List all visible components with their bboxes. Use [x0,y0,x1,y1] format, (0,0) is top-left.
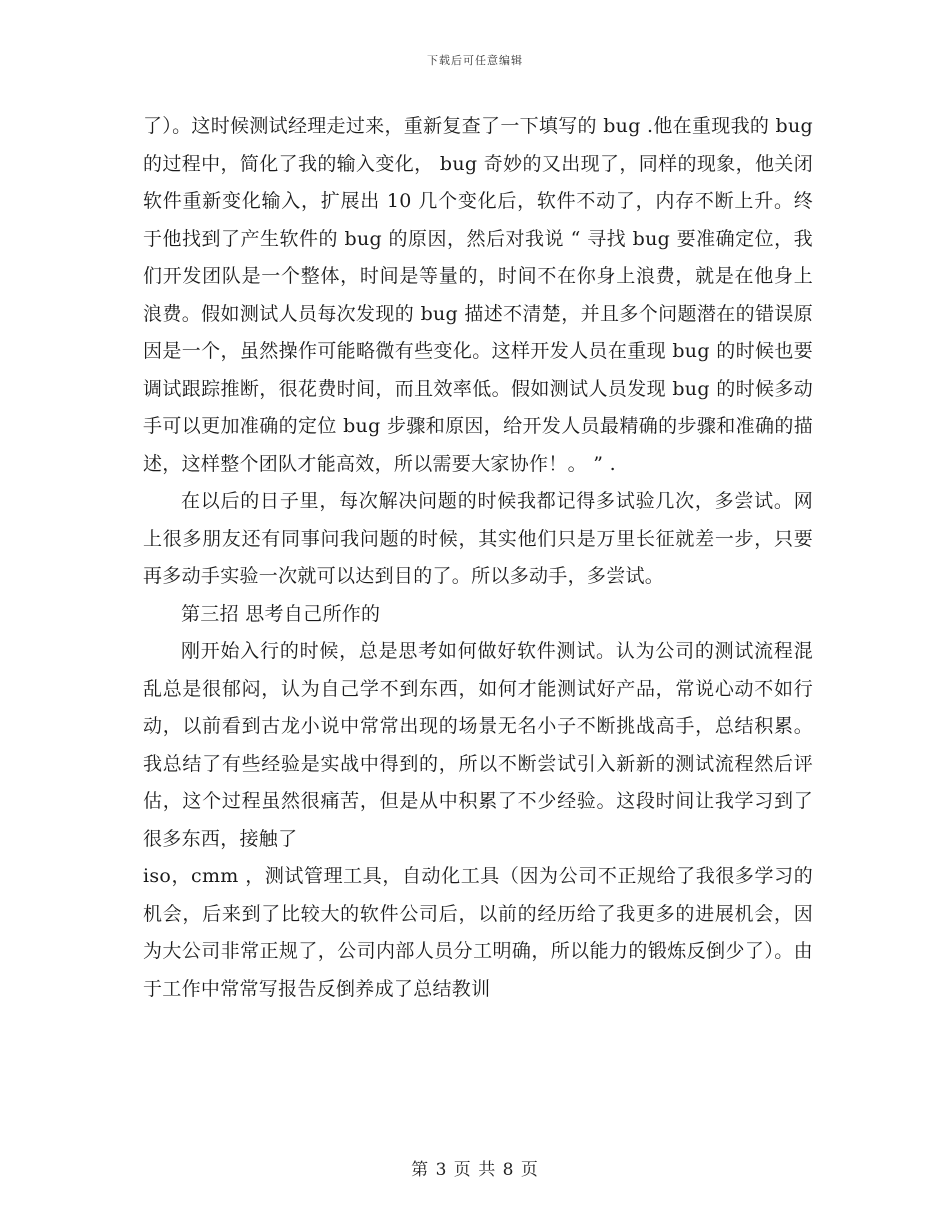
paragraph-try-more: 在以后的日子里，每次解决问题的时候我都记得多试验几次，多尝试。网上很多朋友还有同事问我问题的时候，其实他们只是万里长征就差一步，只要再多动手实验一次就可以达到目的了。所以多动手，多尝试。 [143,490,813,587]
document-body [143,108,813,1008]
paragraph-think-about-work: 刚开始入行的时候，总是思考如何做好软件测试。认为公司的测试流程混乱总是很郁闷，认为自己学不到东西，如何才能测试好产品，常说心动不如行动，以前看到古龙小说中常常出现的场景无名小子不断挑战高手，总结积累。我总结了有些经验是实战中得到的，所以不断尝试引入新新的测试流程然后评估，这个过程虽然很痛苦，但是从中积累了不少经验。这段时间让我学习到了很多东西，接触了 [143,640,813,850]
paragraph-tools-experience: iso，cmm ，测试管理工具，自动化工具（因为公司不正规给了我很多学习的机会，后来到了比较大的软件公司后，以前的经历给了我更多的进展机会，因为大公司非常正规了，公司内部人员分工明确，所以能力的锻炼反倒少了）。由于工作中常常写报告反倒养成了总结教训 [143,865,813,1000]
section-heading-third-move: 第三招 思考自己所作的 [181,602,381,625]
paragraph-bug-review: 了）。这时候测试经理走过来，重新复查了一下填写的 bug .他在重现我的 bug 的过程中，简化了我的输入变化， bug 奇妙的又出现了，同样的现象，他关闭软件重新变化输入，扩展出 10 几个变化后，软件不动了，内存不断上升。终于他找到了产生软件的 bug 的原因，然后对我说 “ 寻找 bug 要准确定位，我们开发团队是一个整体，时间是等量的，时间不在你身上浪费，就是在他身上浪费。假如测试人员每次发现的 bug 描述不清楚，并且多个问题潜在的错误原因是一个，虽然操作可能略微有些变化。这样开发人员在重现 bug 的时候也要调试跟踪推断，很花费时间，而且效率低。假如测试人员发现 bug 的时候多动手可以更加准确的定位 bug 步骤和原因，给开发人员最精确的步骤和准确的描述，这样整个团队才能高效，所以需要大家协作！。 ” . [143,115,813,475]
page-number-footer: 第 3 页 共 8 页 [411,1160,539,1180]
page-header: 下载后可任意编辑 [427,54,523,67]
